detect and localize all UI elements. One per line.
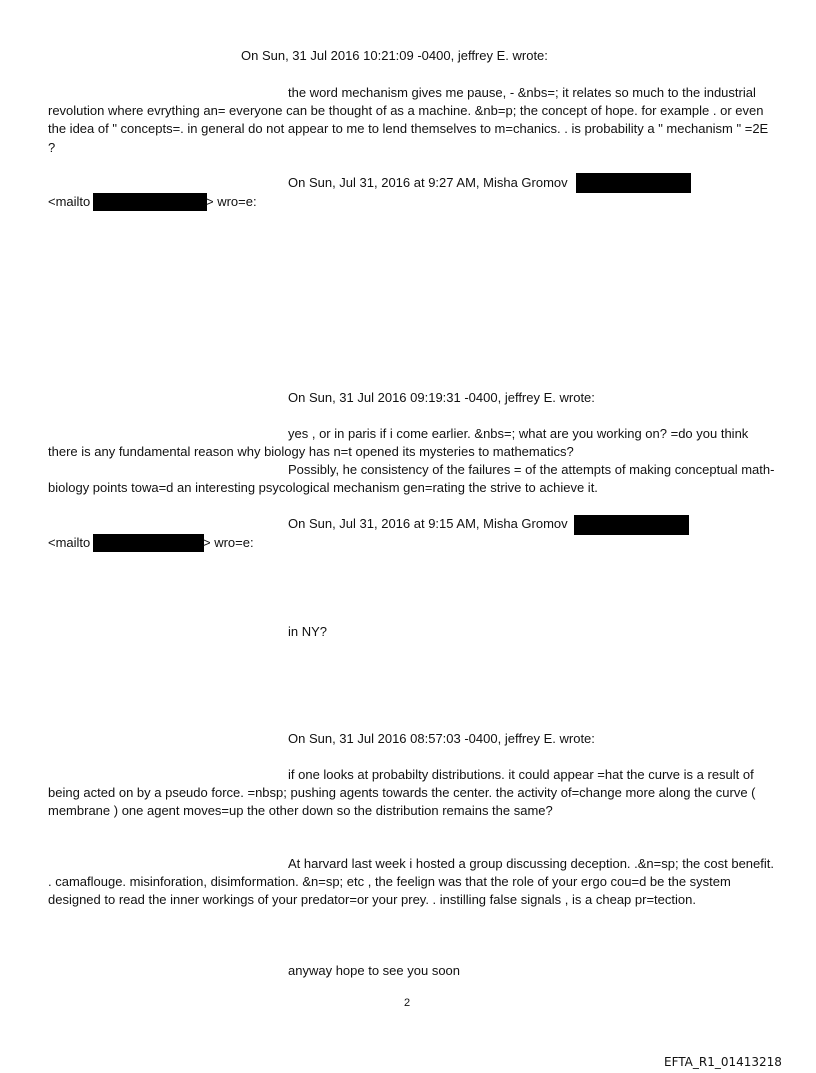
wrote-text: > wro=e:	[206, 194, 257, 209]
email-header-1: On Sun, 31 Jul 2016 10:21:09 -0400, jeffrey E. wrote:	[241, 48, 548, 63]
paragraph-probability-text: if one looks at probabilty distributions. it could appear =hat the curve is a result of being acted on by a pseudo force. =nbsp; pushing agents towards the center. the activity of=change more along the curve ( membrane ) one agent moves=up the other down so the distribution remains the same?	[48, 767, 756, 819]
page-number: 2	[404, 997, 411, 1009]
quote-header-4: On Sun, Jul 31, 2016 at 9:15 AM, Misha Gromov	[288, 516, 568, 531]
mailto-text: <mailto	[48, 535, 91, 550]
paragraph-harvard	[48, 855, 778, 910]
redaction-bar	[93, 193, 207, 211]
paragraph-possibly-text: Possibly, he consistency of the failures = of the attempts of making conceptual math-biology points towa=d an interesting psycological mechanism gen=rating the strive to achieve it.	[48, 462, 775, 496]
redaction-bar	[93, 534, 204, 552]
document-id: EFTA_R1_01413218	[664, 1055, 782, 1069]
paragraph-paris-text: yes , or in paris if i come earlier. &nbs=; what are you working on? =do you think there is any fundamental reason why biology has n=t opened its mysteries to mathematics?	[48, 426, 749, 460]
paragraph-possibly	[48, 461, 778, 497]
paragraph-mechanism	[48, 84, 778, 157]
wrote-text: > wro=e:	[203, 535, 254, 550]
closing-line: anyway hope to see you soon	[288, 963, 461, 978]
quote-header-2: On Sun, Jul 31, 2016 at 9:27 AM, Misha Gromov	[288, 175, 568, 190]
redaction-bar	[576, 173, 691, 193]
paragraph-harvard-text: At harvard last week i hosted a group discussing deception. .&n=sp; the cost benefit. . camaflouge. misinforation, disimformation. &n=sp; etc , the feelign was that the role of your ergo cou=d be the system designed to read the inner workings of your predator=or your prey. . instilling false signals , is a cheap pr=tection.	[48, 856, 774, 908]
redaction-bar	[574, 515, 689, 535]
paragraph-mechanism-text: the word mechanism gives me pause, - &nbs=; it relates so much to the industrial revolution where evrything an= everyone can be thought of as a machine. &nb=p; the concept of hope. for example . or even the idea of " concepts=. in general do not appear to me to lend themselves to m=chanics. . is probability a " mechanism " =2E ?	[48, 85, 769, 155]
email-header-5: On Sun, 31 Jul 2016 08:57:03 -0400, jeffrey E. wrote:	[288, 731, 595, 746]
in-ny-text: in NY?	[288, 624, 328, 639]
paragraph-paris	[48, 425, 778, 461]
email-header-3: On Sun, 31 Jul 2016 09:19:31 -0400, jeffrey E. wrote:	[288, 390, 595, 405]
paragraph-probability	[48, 766, 778, 821]
mailto-text: <mailto	[48, 194, 91, 209]
